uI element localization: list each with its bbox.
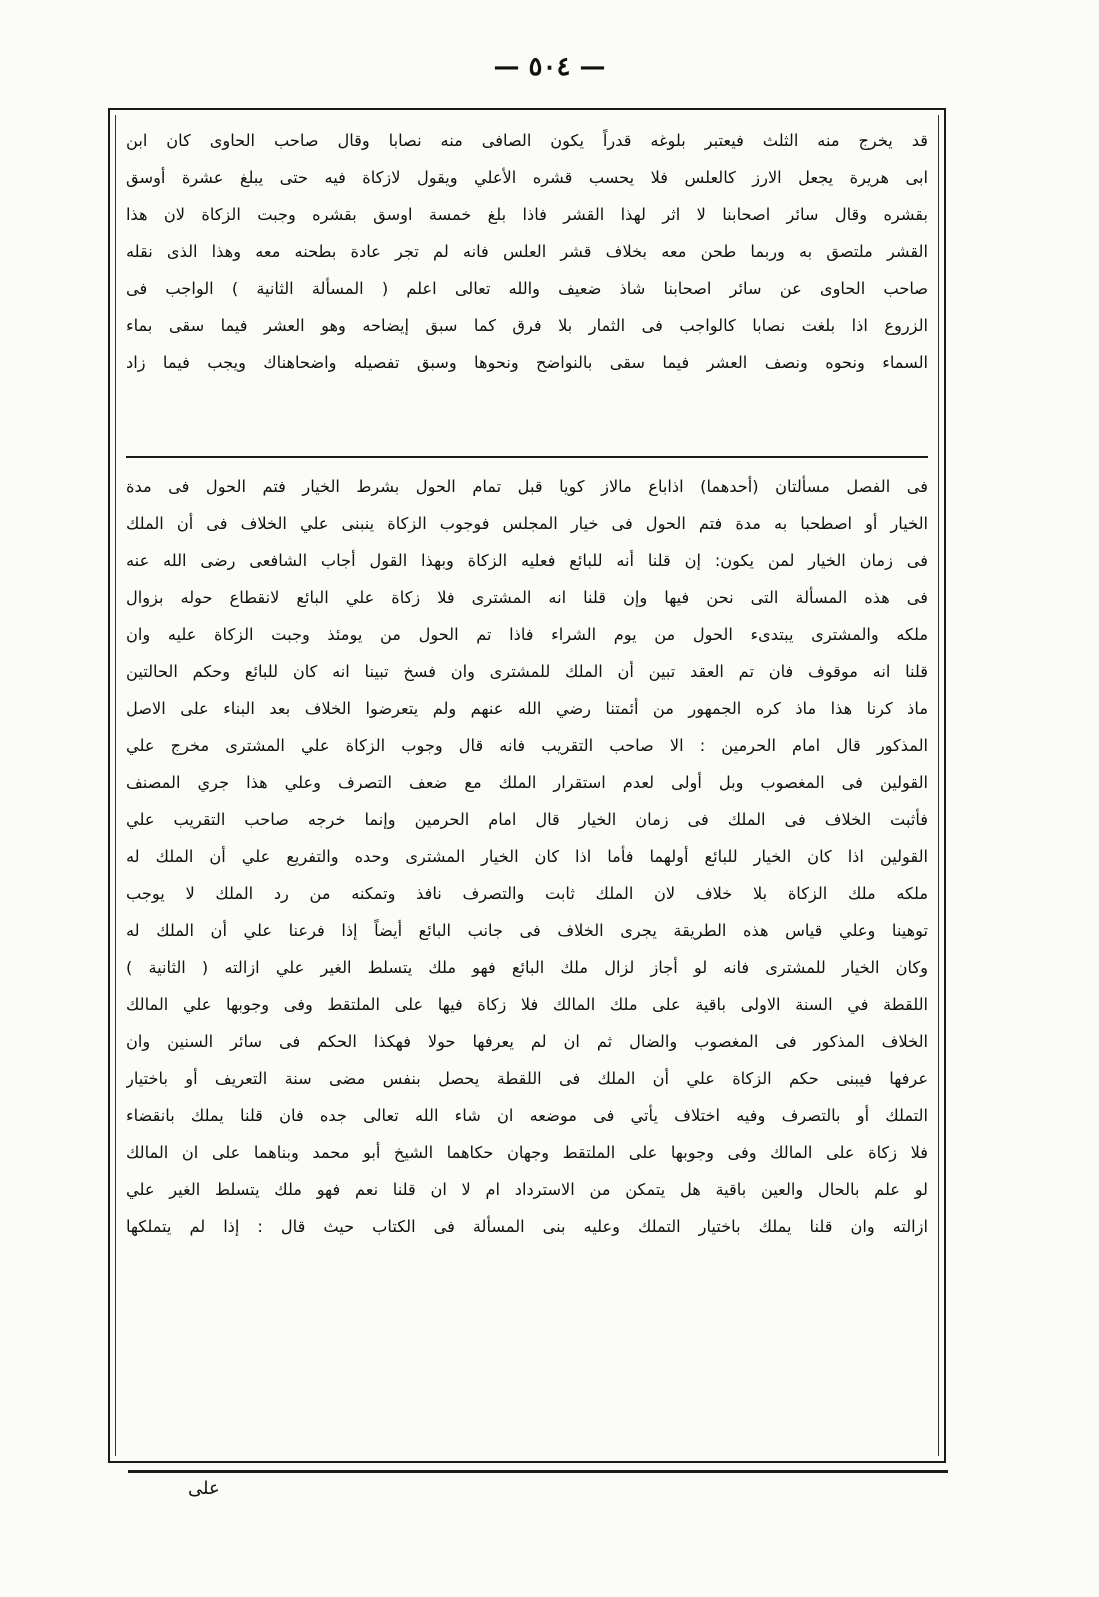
lower-text-line: ملكه ملك الزكاة بلا خلاف لان الملك ثابت والتصرف نافذ وتمكنه من رد الملك لا يوجب: [126, 884, 928, 903]
catchword: على: [188, 1478, 220, 1499]
upper-text-line: قد يخرج منه الثلث فيعتبر بلوغه قدراً يكون الصافى منه نصابا وقال صاحب الحاوى كان ابن: [126, 131, 928, 150]
lower-text-line: توهينا وعلي قياس هذه الطريقة يجرى الخلاف فى جانب البائع أيضاً إذا فرعنا علي أن الملك له: [126, 921, 928, 940]
upper-text-line: صاحب الحاوى عن سائر اصحابنا شاذ ضعيف والله تعالى اعلم ( المسألة الثانية ) الواجب فى: [126, 279, 928, 298]
lower-text-line: فى زمان الخيار لمن يكون: إن قلنا أنه للبائع فعليه الزكاة وبهذا القول أجاب الشافعى رضى الله عنه: [126, 551, 928, 570]
lower-text-line: القولين اذا كان الخيار للبائع أولهما فأما اذا كان الخيار المشترى وحده والتفريع علي أن الملك له: [126, 847, 928, 866]
lower-text-line: الخيار أو اصطحبا به مدة فتم الحول فى خيار المجلس فوجوب الزكاة ينبنى علي الخلاف فى أن الملك: [126, 514, 928, 533]
upper-text-line: بقشره وقال سائر اصحابنا لا اثر لهذا القشر فاذا بلغ خمسة اوسق بقشره وجبت الزكاة لان هذا: [126, 205, 928, 224]
upper-text-line: السماء ونحوه ونصف العشر فيما سقى بالنواضح ونحوها وسبق تفصيله واضحاهناك ويجب فيما زاد: [126, 353, 928, 372]
lower-text-line: ماذ كرنا هذا ماذ كره الجمهور من أئمتنا رضي الله عنهم ولم يتعرضوا الخلاف بعد البناء على الاصل: [126, 699, 928, 718]
lower-text-line: عرفها فيبنى حكم الزكاة علي أن الملك فى اللقطة يحصل بنفس مضى سنة التعريف أو باختيار: [126, 1069, 928, 1088]
lower-text-line: وكان الخيار للمشترى فانه لو أجاز لزال ملك البائع فهو ملك يتسلط الغير علي ازالته ( الثانية ): [126, 958, 928, 977]
lower-text-line: فى الفصل مسألتان (أحدهما) اذاباع مالاز كويا قبل تمام الحول بشرط الخيار فتم الحول فى مدة: [126, 477, 928, 496]
lower-text-line: المذكور قال امام الحرمين : الا صاحب التقريب فانه قال وجوب الزكاة علي المشترى مخرج علي: [126, 736, 928, 755]
lower-text-line: القولين فى المغصوب وبل أولى لعدم استقرار الملك مع ضعف التصرف وعلي هذا جري المصنف: [126, 773, 928, 792]
upper-text-line: الزروع اذا بلغت نصابا كالواجب فى الثمار بلا فرق كما سبق إيضاحه وهو العشر فيما سقى بماء: [126, 316, 928, 335]
lower-text-line: ازالته وان قلنا يملك باختيار التملك وعليه بنى المسألة فى الكتاب حيث قال : إذا لم يتملكها: [126, 1217, 928, 1236]
upper-text-line: القشر ملتصق به وربما طحن معه بخلاف قشر العلس فانه لم تجر عادة بطحنه معه وهذا الذى نقله: [126, 242, 928, 261]
text-frame: [108, 108, 946, 1463]
lower-text-line: الخلاف المذكور فى المغصوب والضال ثم ان لم يعرفها حولا فهكذا الحكم فى سائر السنين وان: [126, 1032, 928, 1051]
lower-text-line: اللقطة في السنة الاولى باقية على ملك المالك فلا زكاة فيها على الملتقط وفى وجوبها علي المالك: [126, 995, 928, 1014]
upper-text-block: [126, 122, 928, 381]
lower-text-line: لو علم بالحال والعين باقية هل يتمكن من الاسترداد ام لا ان قلنا نعم فهو ملك يتسلط الغير علي: [126, 1180, 928, 1199]
lower-text-line: ملكه والمشترى يبتدىء الحول من يوم الشراء فاذا تم الحول من يومئذ وجبت الزكاة عليه وان: [126, 625, 928, 644]
upper-text-line: ابى هريرة يجعل الارز كالعلس فلا يحسب قشره الأعلي ويقول لازكاة فيه حتى يبلغ عشرة أوسق: [126, 168, 928, 187]
lower-text-line: قلنا انه موقوف فان تم العقد تبين أن الملك للمشترى وان فسخ تبينا انه كان للبائع وحكم الحالتين: [126, 662, 928, 681]
section-divider: [126, 456, 928, 458]
lower-text-line: فأثبت الخلاف فى الملك فى زمان الخيار قال امام الحرمين وإنما خرجه صاحب التقريب علي: [126, 810, 928, 829]
bottom-rule: [128, 1470, 948, 1473]
lower-text-line: التملك أو بالتصرف وفيه اختلاف يأتي فى موضعه ان شاء الله تعالى جده فان قلنا يملك بانقضاء: [126, 1106, 928, 1125]
lower-text-block: [126, 468, 928, 1245]
lower-text-line: فى هذه المسألة التى نحن فيها وإن قلنا انه المشترى فلا زكاة علي البائع لانقطاع حوله بزوال: [126, 588, 928, 607]
lower-text-line: فلا زكاة على المالك وفى وجوبها على الملتقط وجهان حكاهما الشيخ أبو محمد وبناهما على ان المالك: [126, 1143, 928, 1162]
page-number: — ٥٠٤ —: [493, 52, 606, 82]
